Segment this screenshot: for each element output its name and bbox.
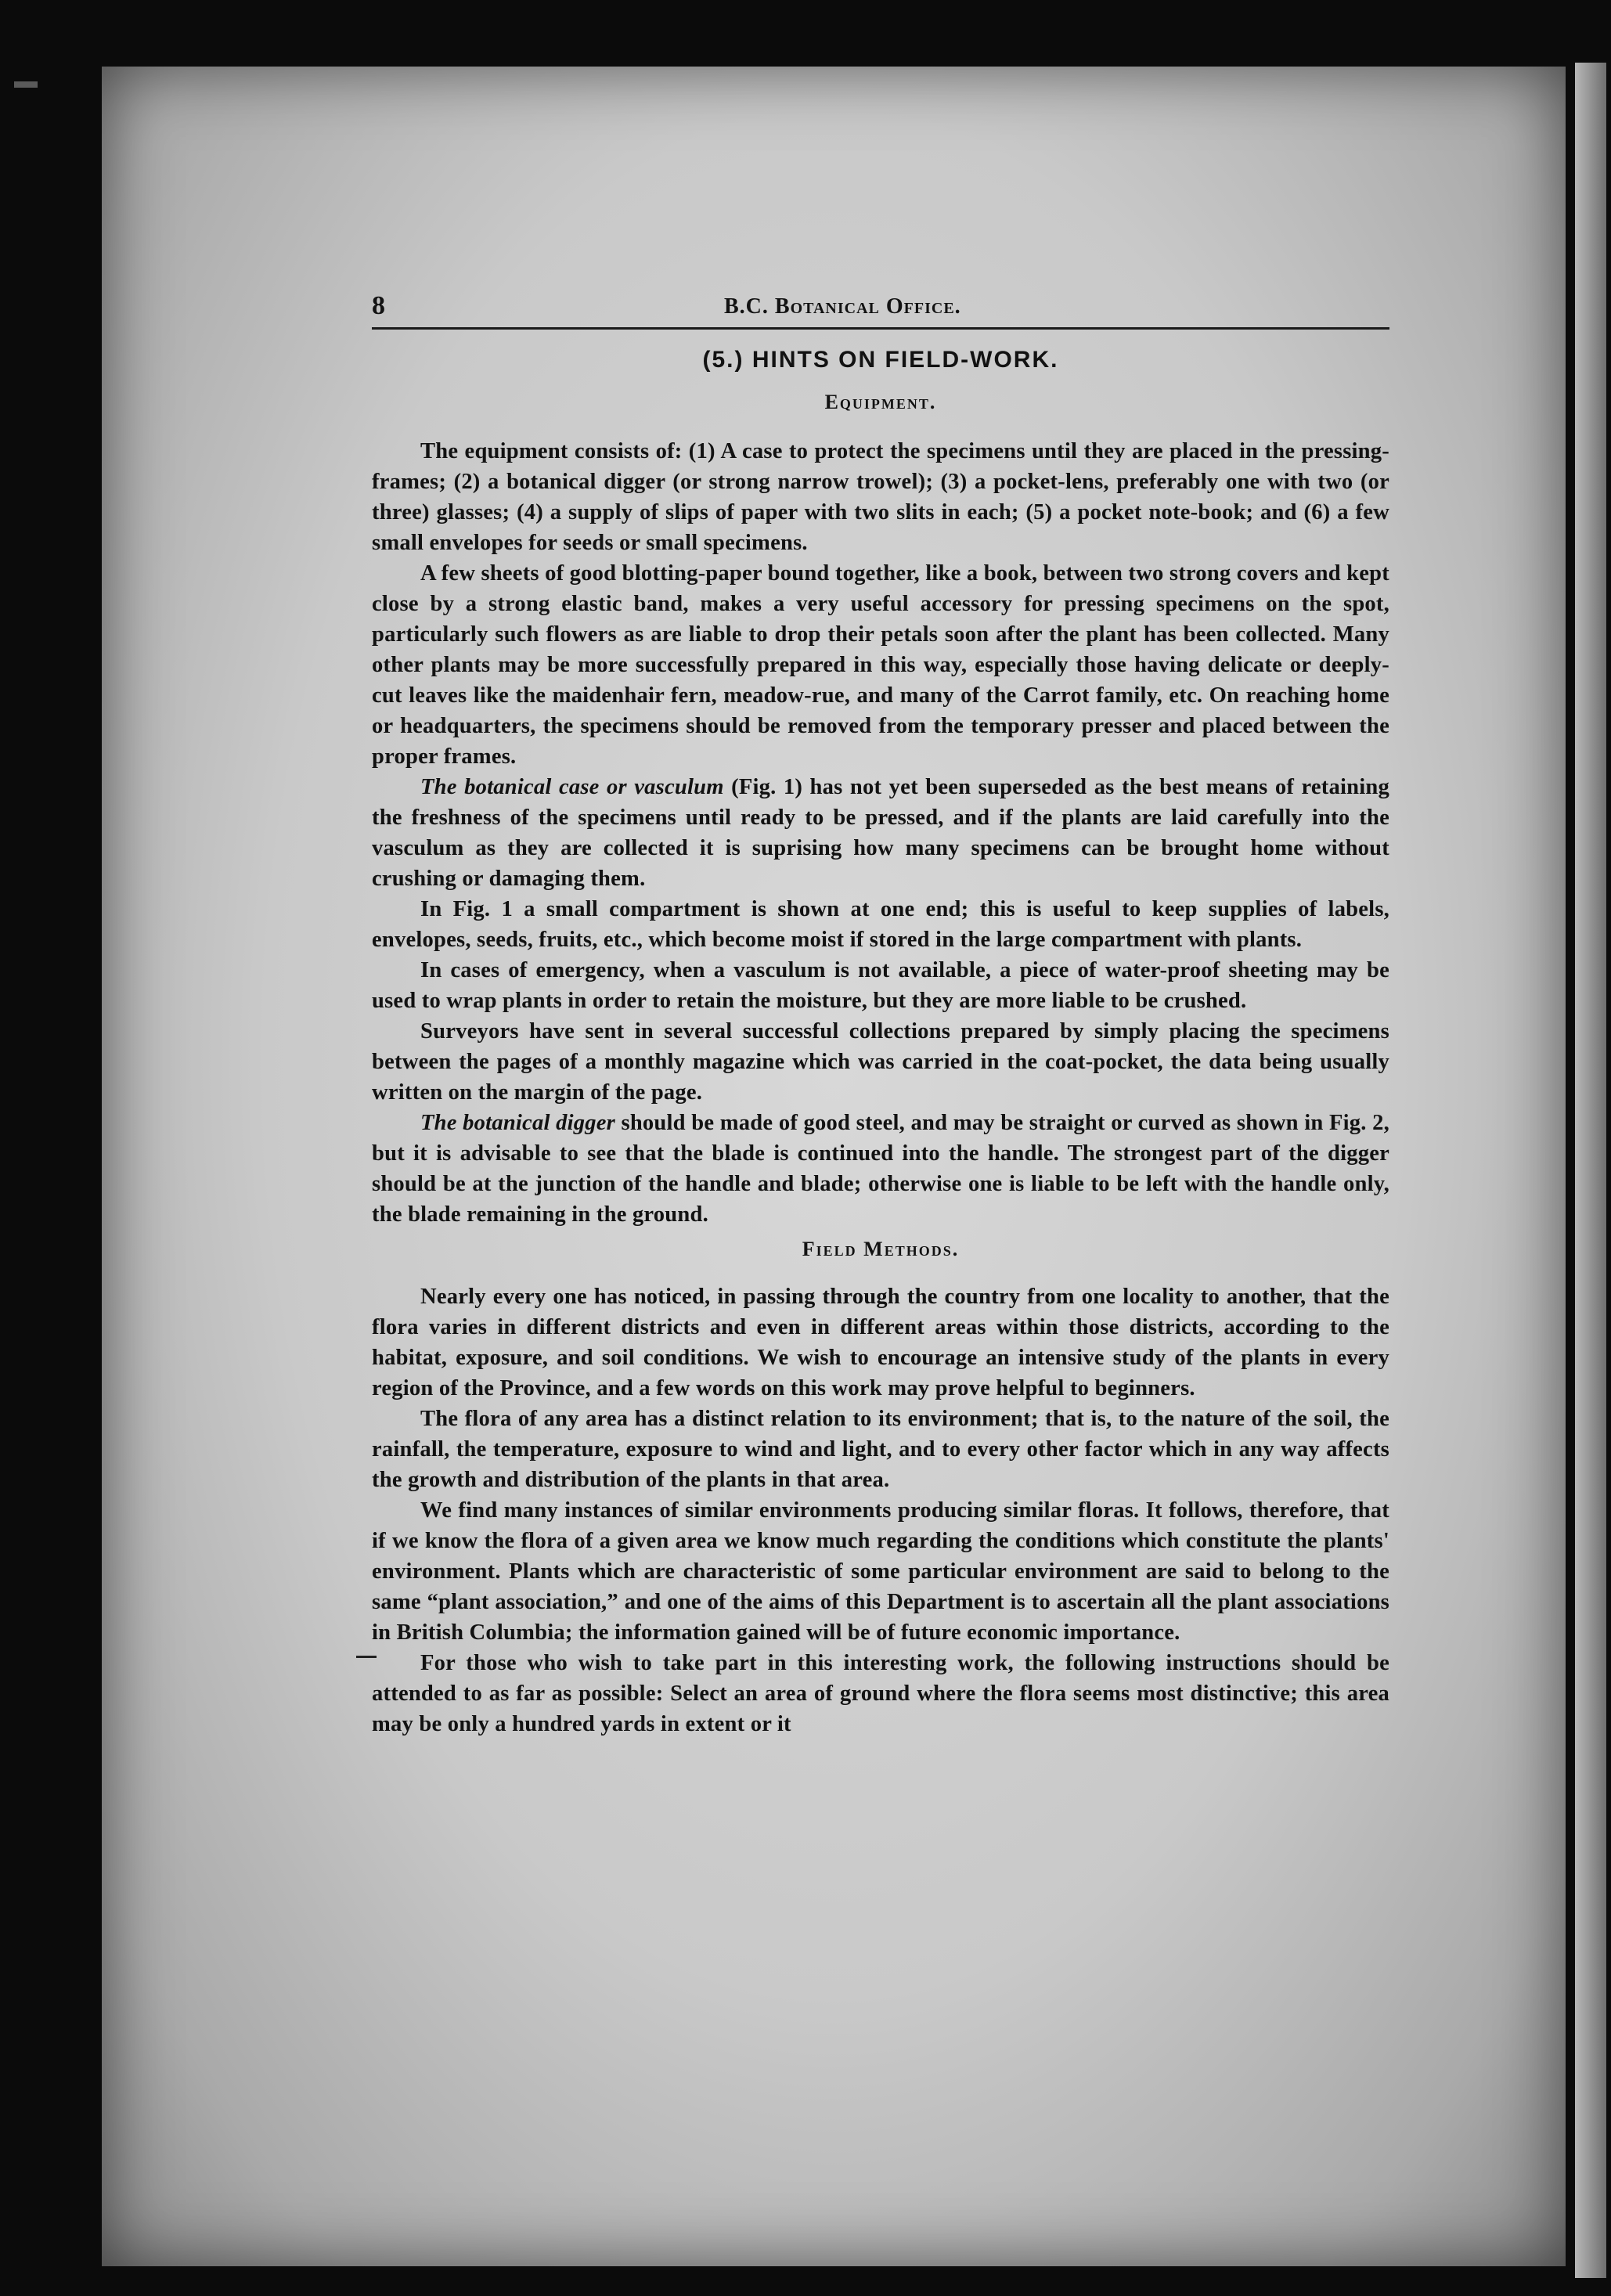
digger-lead: The botanical digger [420, 1111, 615, 1135]
paragraph-instructions: For those who wish to take part in this interesting work, the following instructions should be attended to as far as possible: Select an area of ground where the flora seems most distinctive; this area may be only a hundred yards in extent or it [372, 1651, 1389, 1736]
paragraph-emergency: In cases of emergency, when a vasculum is not available, a piece of water-proof sheeting may be used to wrap plants in order to retain the moisture, but they are more liable to be crushed. [372, 958, 1389, 1013]
paragraph-compartment: In Fig. 1 a small compartment is shown at one end; this is useful to keep supplies of labels, envelopes, seeds, fruits, etc., which become moist if stored in the large compartment with plants. [372, 897, 1389, 952]
paragraph-plant-association: We find many instances of similar environments producing similar floras. It follows, therefore, that if we know the flora of a given area we know much regarding the conditions which constitute the plants' environment. Plants which are characteristic of some particular environment are said to belong to the same “plant association,” and one of the aims of this Department is to ascertain all the plant associations in British Columbia; the information gained will be of future economic importance. [372, 1498, 1389, 1645]
paragraph-equipment-list: The equipment consists of: (1) A case to protect the specimens until they are placed in the pressing-frames; (2) a botanical digger (or strong narrow trowel); (3) a pocket-lens, preferably one with two (or three) glasses; (4) a supply of slips of paper with two slits in each; (5) a pocket note-book; and (6) a few small envelopes for seeds or small specimens. [372, 439, 1389, 555]
paragraph-vasculum [372, 772, 1389, 894]
page-number: 8 [372, 291, 385, 320]
paragraph-flora-varies: Nearly every one has noticed, in passing through the country from one locality to another, that the flora varies in different districts and even in different areas within those districts, according to the habitat, exposure, and soil conditions. We wish to encourage an intensive study of the plants in every region of the Province, and a few words on this work may prove helpful to beginners. [372, 1285, 1389, 1400]
paragraph-environment: The flora of any area has a distinct relation to its environment; that is, to the nature of the soil, the rainfall, the temperature, exposure to wind and light, and to every other factor which in any way affects the growth and distribution of the plants in that area. [372, 1407, 1389, 1492]
vasculum-text: (Fig. 1) has not yet been superseded as the best means of retaining the freshness of the specimens until ready to be pressed, and if the plants are laid carefully into the vasculum as they are collected it is suprising how many specimens can be brought home without crushing or damaging them. [372, 775, 1390, 891]
subhead-field-methods: Field Methods. [802, 1238, 960, 1260]
subhead-equipment: Equipment. [824, 391, 937, 413]
vasculum-lead: The botanical case or vasculum [420, 775, 724, 799]
scan-edge-mark [14, 81, 38, 88]
adjacent-page-edge [1575, 63, 1606, 2278]
document-page [372, 290, 1389, 1739]
page-header [372, 290, 1389, 330]
paragraph-surveyors: Surveyors have sent in several successful collections prepared by simply placing the specimens between the pages of a monthly magazine which was carried in the coat-pocket, the data being usually written on the margin of the page. [372, 1019, 1389, 1105]
digger-text: should be made of good steel, and may be straight or curved as shown in Fig. 2, but it is advisable to see that the blade is continued into the handle. The strongest part of the digger should be at the junction of the handle and blade; otherwise one is liable to be left with the handle only, the blade remaining in the ground. [372, 1111, 1389, 1227]
section-title: (5.) HINTS ON FIELD-WORK. [702, 347, 1059, 373]
running-head: B.C. Botanical Office. [724, 294, 961, 319]
paragraph-blotting-paper: A few sheets of good blotting-paper bound together, like a book, between two strong covers and kept close by a strong elastic band, makes a very useful accessory for pressing specimens on the spot, particularly such flowers as are liable to drop their petals soon after the plant has been collected. Many other plants may be more successfully prepared in this way, especially those having delicate or deeply-cut leaves like the maidenhair fern, meadow-rue, and many of the Carrot family, etc. On reaching home or headquarters, the specimens should be removed from the temporary presser and placed between the proper frames. [372, 561, 1389, 769]
paragraph-digger [372, 1108, 1389, 1230]
